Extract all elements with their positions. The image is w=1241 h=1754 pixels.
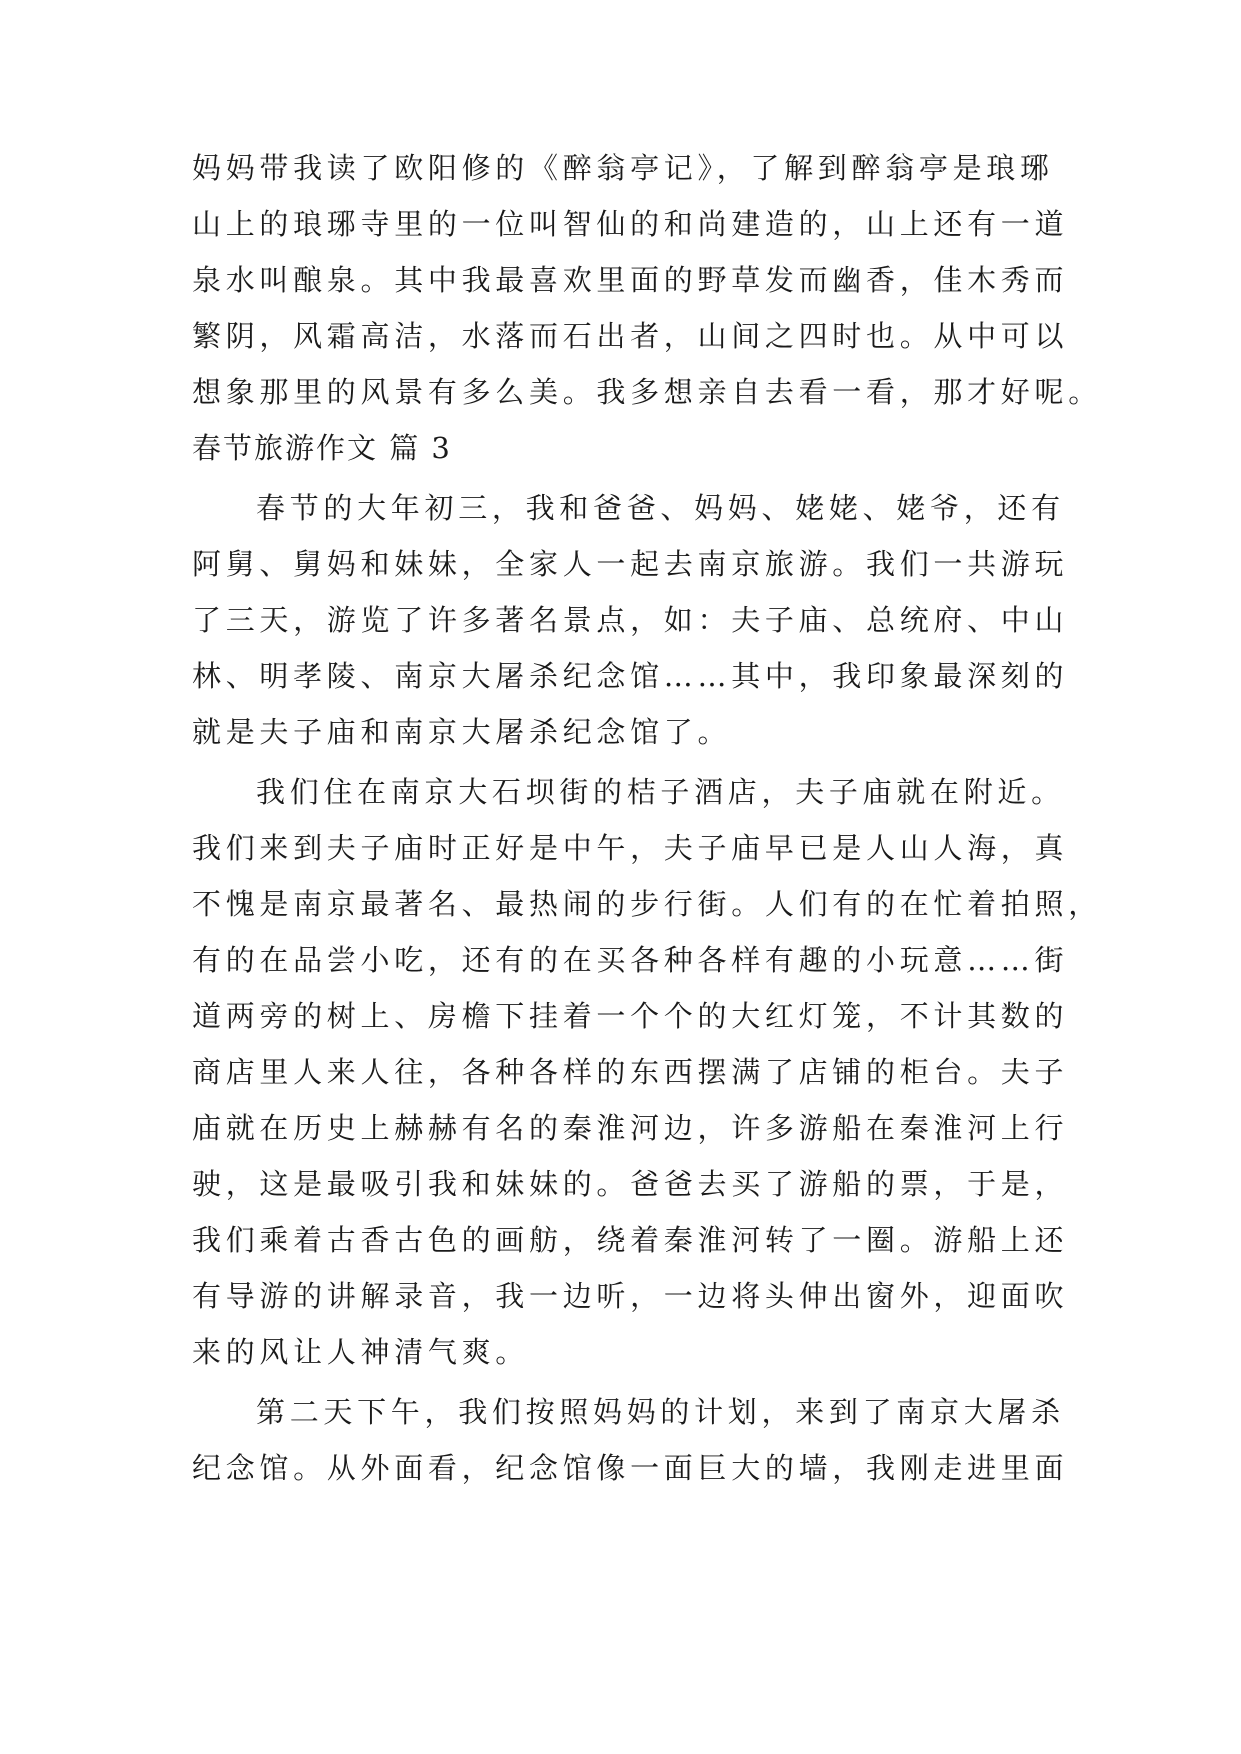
text-line: 有导游的讲解录音，我一边听，一边将头伸出窗外，迎面吹 <box>192 1279 1069 1313</box>
text-line: 商店里人来人往，各种各样的东西摆满了店铺的柜台。夫子 <box>192 1055 1069 1089</box>
paragraph-first-line: 我们住在南京大石坝街的桔子酒店，夫子庙就在附近。 <box>256 775 1065 809</box>
text-line: 妈妈带我读了欧阳修的《醉翁亭记》，了解到醉翁亭是琅琊 <box>192 151 1054 185</box>
text-line: 我们来到夫子庙时正好是中午，夫子庙早已是人山人海，真 <box>192 831 1069 865</box>
text-line: 繁阴，风霜高洁，水落而石出者，山间之四时也。从中可以 <box>192 319 1069 353</box>
text-line: 庙就在历史上赫赫有名的秦淮河边，许多游船在秦淮河上行 <box>192 1111 1069 1145</box>
text-line: 就是夫子庙和南京大屠杀纪念馆了。 <box>192 715 732 749</box>
text-line: 泉水叫酿泉。其中我最喜欢里面的野草发而幽香，佳木秀而 <box>192 263 1069 297</box>
text-line: 山上的琅琊寺里的一位叫智仙的和尚建造的，山上还有一道 <box>192 207 1069 241</box>
text-line: 有的在品尝小吃，还有的在买各种各样有趣的小玩意……街 <box>192 943 1069 977</box>
text-line: 想象那里的风景有多么美。我多想亲自去看一看，那才好呢。 <box>192 375 1102 409</box>
text-line: 我们乘着古香古色的画舫，绕着秦淮河转了一圈。游船上还 <box>192 1223 1069 1257</box>
text-line: 林、明孝陵、南京大屠杀纪念馆……其中，我印象最深刻的 <box>192 659 1069 693</box>
paragraph-first-line: 第二天下午，我们按照妈妈的计划，来到了南京大屠杀 <box>256 1395 1065 1429</box>
text-line: 来的风让人神清气爽。 <box>192 1335 530 1369</box>
text-line: 阿舅、舅妈和妹妹，全家人一起去南京旅游。我们一共游玩 <box>192 547 1069 581</box>
text-line: 了三天，游览了许多著名景点，如：夫子庙、总统府、中山 <box>192 603 1069 637</box>
paragraph-first-line: 春节的大年初三，我和爸爸、妈妈、姥姥、姥爷，还有 <box>256 491 1065 525</box>
section-heading: 春节旅游作文 篇 3 <box>192 431 452 465</box>
text-line: 不愧是南京最著名、最热闹的步行街。人们有的在忙着拍照， <box>192 887 1102 921</box>
text-line: 纪念馆。从外面看，纪念馆像一面巨大的墙，我刚走进里面 <box>192 1451 1069 1485</box>
text-line: 道两旁的树上、房檐下挂着一个个的大红灯笼，不计其数的 <box>192 999 1069 1033</box>
text-line: 驶，这是最吸引我和妹妹的。爸爸去买了游船的票，于是， <box>192 1167 1069 1201</box>
